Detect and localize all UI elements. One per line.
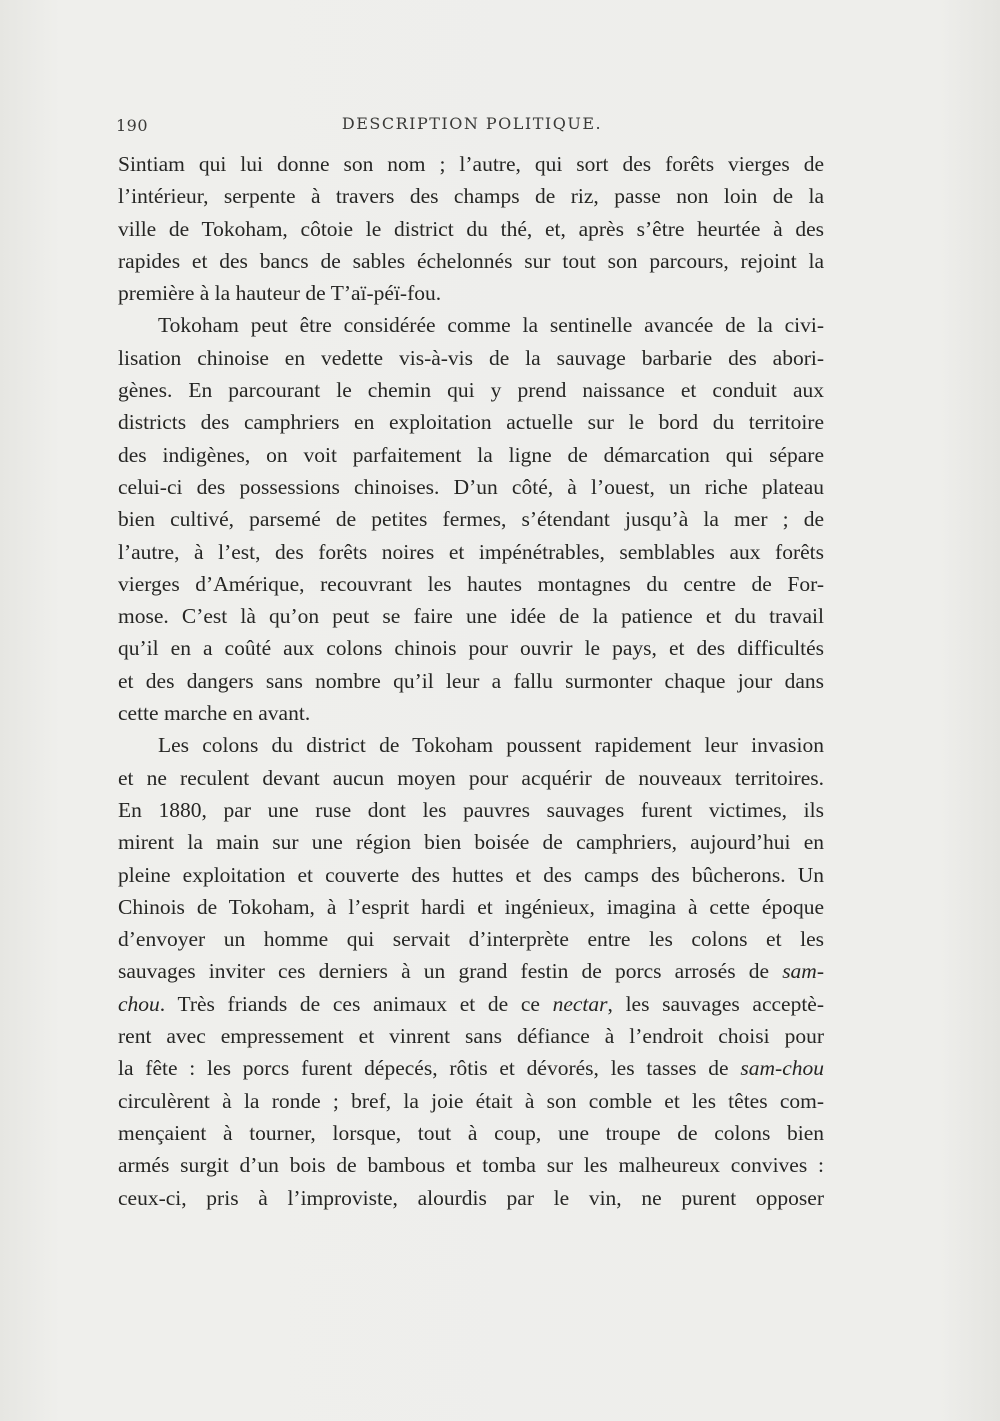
text-line: et ne reculent devant aucun moyen pour acquérir de nouveaux territoires. bbox=[118, 765, 824, 790]
text-run: la fête : les porcs furent dépecés, rôtis et dévorés, les tasses de bbox=[118, 1056, 741, 1081]
text-line bbox=[118, 955, 824, 987]
italic-text-run: sam-chou bbox=[740, 1056, 824, 1081]
text-line: l’autre, à l’est, des forêts noires et impénétrables, semblables aux forêts bbox=[118, 539, 824, 564]
text-line: ville de Tokoham, côtoie le district du thé, et, après s’être heurtée à des bbox=[118, 216, 824, 241]
text-line: Sintiam qui lui donne son nom ; l’autre, qui sort des forêts vierges de bbox=[118, 152, 824, 176]
text-line: circulèrent à la ronde ; bref, la joie était à son comble et les têtes com- bbox=[118, 1088, 824, 1113]
text-line: l’intérieur, serpente à travers des champs de riz, passe non loin de la bbox=[118, 184, 824, 209]
text-line: districts des camphriers en exploitation actuelle sur le bord du territoire bbox=[118, 410, 824, 435]
italic-text-run: chou bbox=[118, 991, 160, 1016]
text-line: et des dangers sans nombre qu’il leur a fallu surmonter chaque jour dans bbox=[118, 668, 824, 693]
text-line bbox=[118, 988, 824, 1020]
text-line: qu’il en a coûté aux colons chinois pour ouvrir le pays, et des difficultés bbox=[118, 636, 824, 661]
text-line: vierges d’Amérique, recouvrant les hautes montagnes du centre de For- bbox=[118, 571, 824, 596]
text-line: bien cultivé, parsemé de petites fermes, s’étendant jusqu’à la mer ; de bbox=[118, 507, 824, 532]
text-line: première à la hauteur de T’aï-péï-fou. bbox=[118, 281, 442, 306]
running-header bbox=[116, 112, 828, 138]
text-line: pleine exploitation et couverte des huttes et des camps des bûcherons. Un bbox=[118, 862, 824, 887]
text-run: . Très friands de ces animaux et de ce bbox=[159, 991, 553, 1016]
text-run: sauvages inviter ces derniers à un grand festin de porcs arrosés de bbox=[118, 959, 783, 984]
text-line: armés surgit d’un bois de bambous et tomba sur les malheureux convives : bbox=[118, 1153, 824, 1178]
text-line: En 1880, par une ruse dont les pauvres sauvages furent victimes, ils bbox=[118, 797, 824, 822]
text-line: mençaient à tourner, lorsque, tout à coup, une troupe de colons bien bbox=[118, 1120, 824, 1145]
italic-text-run: nectar bbox=[552, 991, 608, 1016]
text-line: des indigènes, on voit parfaitement la ligne de démarcation qui sépare bbox=[118, 442, 824, 467]
paragraph-first-line: Les colons du district de Tokoham poussent rapidement leur invasion bbox=[158, 733, 824, 758]
paragraph-first-line: Tokoham peut être considérée comme la sentinelle avancée de la civi- bbox=[158, 313, 824, 338]
text-line: Chinois de Tokoham, à l’esprit hardi et ingénieux, imagina à cette époque bbox=[118, 894, 824, 919]
text-line bbox=[118, 1052, 824, 1084]
text-line: cette marche en avant. bbox=[118, 701, 311, 726]
text-line: mose. C’est là qu’on peut se faire une idée de la patience et du travail bbox=[118, 604, 824, 629]
text-line: rapides et des bancs de sables échelonnés sur tout son parcours, rejoint la bbox=[118, 248, 824, 273]
text-line: d’envoyer un homme qui servait d’interprète entre les colons et les bbox=[118, 927, 824, 952]
text-line: ceux-ci, pris à l’improviste, alourdis par le vin, ne purent opposer bbox=[118, 1185, 824, 1210]
text-line: rent avec empressement et vinrent sans défiance à l’endroit choisi pour bbox=[118, 1024, 824, 1049]
running-title: DESCRIPTION POLITIQUE. bbox=[341, 114, 603, 133]
text-line: mirent la main sur une région bien boisée de camphriers, aujourd’hui en bbox=[118, 830, 824, 855]
page-number: 190 bbox=[116, 116, 149, 135]
italic-text-run: sam- bbox=[782, 959, 824, 984]
text-line: celui-ci des possessions chinoises. D’un côté, à l’ouest, un riche plateau bbox=[118, 474, 824, 499]
text-line: lisation chinoise en vedette vis-à-vis de la sauvage barbarie des abori- bbox=[118, 345, 824, 370]
text-run: , les sauvages acceptè- bbox=[607, 991, 824, 1016]
body-text bbox=[118, 148, 824, 1214]
text-line: gènes. En parcourant le chemin qui y prend naissance et conduit aux bbox=[118, 378, 824, 403]
